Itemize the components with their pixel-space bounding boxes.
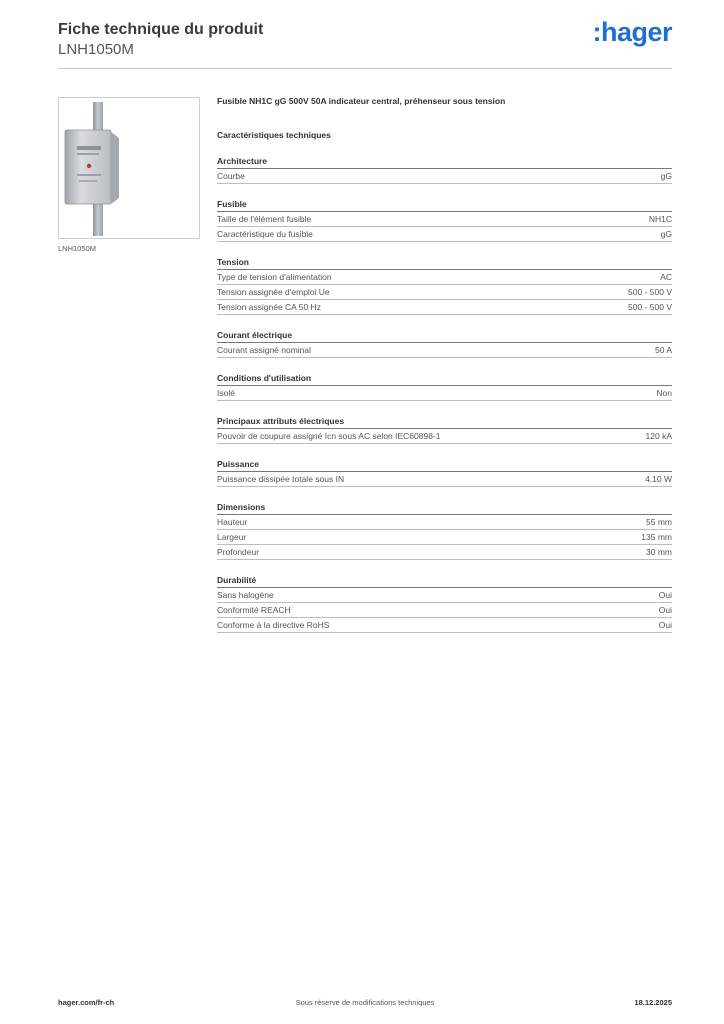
footer-date: 18.12.2025 [634, 998, 672, 1007]
spec-value: Oui [658, 620, 672, 630]
tech-section-title: Caractéristiques techniques [217, 130, 331, 140]
fuse-product-photo-icon [59, 98, 199, 238]
spec-group [217, 155, 672, 184]
spec-group-title: Fusible [217, 198, 672, 212]
footer-notice: Sous réserve de modifications techniques [295, 998, 435, 1007]
spec-value: gG [660, 229, 672, 239]
spec-group [217, 574, 672, 633]
spec-row [217, 270, 672, 285]
spec-label: Profondeur [217, 547, 260, 557]
spec-row [217, 300, 672, 315]
page-header [58, 17, 672, 59]
spec-group-title: Tension [217, 256, 672, 270]
spec-label: Pouvoir de coupure assigné Icn sous AC selon IEC60898-1 [217, 431, 441, 441]
product-code: LNH1050M [58, 41, 134, 58]
spec-group [217, 415, 672, 444]
spec-group-title: Puissance [217, 458, 672, 472]
spec-content [217, 95, 672, 633]
spec-value: 4.10 W [645, 474, 672, 484]
spec-label: Tension assignée CA 50 Hz [217, 302, 321, 312]
spec-group-title: Courant électrique [217, 329, 672, 343]
spec-row [217, 530, 672, 545]
spec-groups [217, 155, 672, 633]
spec-value: Non [656, 388, 672, 398]
spec-row [217, 169, 672, 184]
spec-group [217, 372, 672, 401]
spec-label: Courbe [217, 171, 245, 181]
spec-value: 135 mm [641, 532, 672, 542]
spec-value: NH1C [648, 214, 672, 224]
spec-row [217, 472, 672, 487]
spec-group-title: Dimensions [217, 501, 672, 515]
spec-row [217, 285, 672, 300]
spec-label: Sans halogène [217, 590, 274, 600]
spec-row [217, 618, 672, 633]
spec-value: gG [660, 171, 672, 181]
spec-group-title: Durabilité [217, 574, 672, 588]
spec-label: Courant assigné nominal [217, 345, 312, 355]
spec-label: Tension assignée d'emploi Ue [217, 287, 330, 297]
image-caption: LNH1050M [58, 244, 96, 253]
spec-group [217, 198, 672, 242]
spec-label: Conforme à la directive RoHS [217, 620, 330, 630]
spec-label: Type de tension d'alimentation [217, 272, 332, 282]
product-description: Fusible NH1C gG 500V 50A indicateur central, préhenseur sous tension [217, 96, 506, 106]
spec-label: Isolé [217, 388, 235, 398]
spec-value: AC [660, 272, 672, 282]
spec-row [217, 603, 672, 618]
spec-row [217, 429, 672, 444]
page-footer [58, 998, 672, 1010]
spec-value: Oui [658, 590, 672, 600]
spec-row [217, 227, 672, 242]
spec-value: 500 - 500 V [628, 287, 672, 297]
spec-value: 55 mm [646, 517, 672, 527]
spec-group-title: Architecture [217, 155, 672, 169]
spec-group-title: Conditions d'utilisation [217, 372, 672, 386]
spec-group [217, 501, 672, 560]
spec-group-title: Principaux attributs électriques [217, 415, 672, 429]
spec-value: 50 A [654, 345, 672, 355]
product-image [58, 97, 200, 239]
spec-label: Taille de l'élément fusible [217, 214, 312, 224]
page-title: Fiche technique du produit [58, 21, 264, 38]
spec-value: 120 kA [645, 431, 672, 441]
spec-value: Oui [658, 605, 672, 615]
spec-row [217, 588, 672, 603]
spec-value: 500 - 500 V [628, 302, 672, 312]
hager-logo: :hager [592, 17, 672, 47]
spec-row [217, 386, 672, 401]
spec-group [217, 256, 672, 315]
header-divider [58, 68, 672, 69]
spec-group [217, 329, 672, 358]
footer-website: hager.com/fr-ch [58, 998, 115, 1007]
spec-label: Puissance dissipée totale sous IN [217, 474, 345, 484]
spec-label: Caractéristique du fusible [217, 229, 313, 239]
spec-value: 30 mm [646, 547, 672, 557]
spec-label: Conformité REACH [217, 605, 291, 615]
spec-label: Largeur [217, 532, 247, 542]
spec-row [217, 515, 672, 530]
spec-row [217, 212, 672, 227]
spec-label: Hauteur [217, 517, 248, 527]
spec-row [217, 545, 672, 560]
spec-group [217, 458, 672, 487]
spec-row [217, 343, 672, 358]
